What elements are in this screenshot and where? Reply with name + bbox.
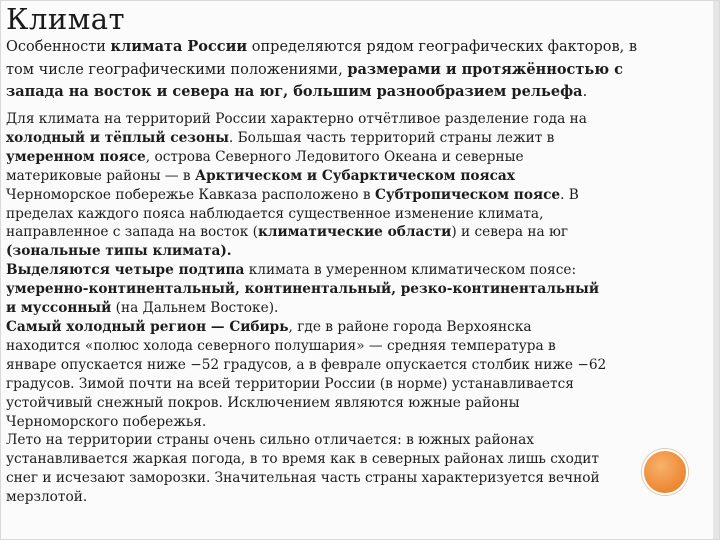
text: (на Дальнем Востоке). (111, 300, 279, 317)
text: Особенности (6, 39, 111, 55)
intro-line (6, 36, 706, 59)
body-line: снег и исчезают заморозки. Значительная часть страны характеризуется вечной (6, 470, 600, 487)
body-line (6, 318, 646, 337)
text: ) и севера на юг (451, 224, 569, 241)
body-line: пределах каждого пояса наблюдается существенное изменение климата, (6, 205, 544, 222)
body-line: Лето на территории страны очень сильно отличается: в южных районах (6, 432, 535, 449)
body-line: находится «полюс холода северного полушария» — средняя температура в (6, 337, 556, 354)
body-line: устойчивый снежный покров. Исключением являются южные районы (6, 394, 520, 411)
body-line (6, 129, 646, 148)
bold-text: умеренно-континентальный, континентальный, резко-континентальный (6, 281, 600, 298)
body-line (6, 242, 646, 261)
text: . В (560, 186, 579, 203)
bold-text: умеренном поясе (6, 148, 146, 165)
bold-text: холодный и тёплый сезоны (6, 129, 229, 146)
text: . (582, 84, 588, 100)
body-line: Для климата на территорий России характерно отчётливое разделение года на (6, 111, 587, 127)
body-line: мерзлотой. (6, 489, 88, 506)
slide-title: Климат (6, 2, 126, 36)
text: . Большая часть территорий страны лежит в (228, 129, 555, 146)
text: том числе географическими положениями, (6, 61, 348, 78)
bold-text: климатические области (257, 224, 452, 241)
body-line: Черноморского побережья. (6, 413, 207, 430)
body-line (6, 299, 646, 318)
body-line: январе опускается ниже −52 градусов, а в феврале опускается столбик ниже −62 (6, 356, 607, 373)
intro-paragraph (6, 36, 706, 104)
body-line (6, 223, 646, 242)
text: материковые районы — в (6, 167, 195, 184)
text: климата в умеренном климатическом поясе: (244, 262, 577, 279)
text: определяются рядом географических факторов, в (247, 39, 637, 55)
intro-line (6, 59, 706, 82)
text: Черноморское побережье Кавказа расположено в (6, 186, 375, 203)
bold-text: размерами и протяжённостью с (347, 60, 623, 78)
bold-text: и муссонный (6, 300, 112, 317)
text: направленное с запада на восток ( (6, 224, 258, 241)
bold-text: Выделяются четыре подтипа (6, 262, 245, 279)
body-line: устанавливается жаркая погода, в то время как в северных районах лишь сходит (6, 451, 599, 468)
bold-text: Арктическом и Субарктическом поясах (194, 167, 515, 184)
bold-text: запада на восток и севера на юг, большим разнообразием рельефа (6, 83, 583, 100)
body-line (6, 280, 646, 299)
body-line (6, 261, 646, 280)
bold-text: климата России (110, 38, 248, 55)
text: , острова Северного Ледовитого Океана и северные (145, 148, 524, 165)
bold-text: Самый холодный регион — Сибирь (6, 318, 289, 335)
bold-text: Субтропическом поясе (374, 186, 561, 203)
body-line (6, 186, 646, 205)
body-text (6, 110, 646, 507)
body-line: градусов. Зимой почти на всей территории России (в норме) устанавливается (6, 375, 574, 392)
body-line (6, 167, 646, 186)
bold-text: (зональные типы климата). (6, 243, 232, 260)
intro-line (6, 81, 706, 104)
text: , где в районе города Верхоянска (288, 318, 532, 335)
decorative-orange-circle (642, 449, 688, 495)
body-line (6, 148, 646, 167)
